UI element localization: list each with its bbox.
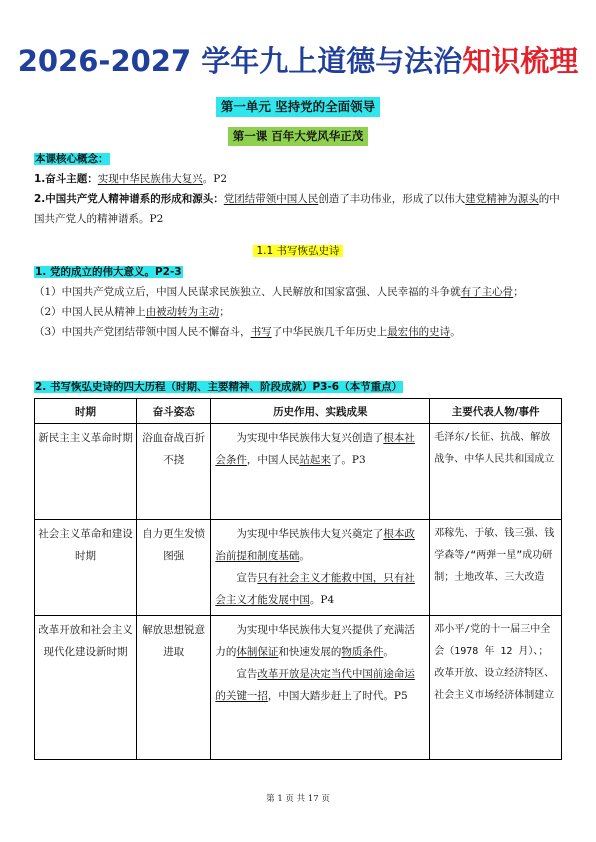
point-2-heading: 2. 书写恢弘史诗的四大历程（时期、主要精神、阶段成就）P3-6（本节重点） <box>35 381 403 393</box>
unit-heading <box>0 96 596 117</box>
section-heading-1-1 <box>0 242 596 260</box>
table-cell-attitude: 浴血奋战百折不挠 <box>137 424 211 520</box>
table-cell-attitude: 自力更生发愤图强 <box>137 520 211 616</box>
table-header-attitude: 奋斗姿态 <box>137 399 211 424</box>
table-cell-period: 改革开放和社会主义现代化建设新时期 <box>35 616 137 760</box>
table-cell-role: 为实现中华民族伟大复兴奠定了根本政治前提和制度基础。 宣告只有社会主义才能救中国，只有社会主义才能发展中国。P4 <box>211 520 430 616</box>
table-cell-role: 为实现中华民族伟大复兴提供了充满活力的体制保证和快速发展的物质条件。 宣告改革开放是决定当代中国前途命运的关键一招，中国大踏步赶上了时代。P5 <box>211 616 430 760</box>
table-header-row <box>35 399 562 424</box>
point-1 <box>34 262 562 342</box>
point-1-heading: 1. 党的成立的伟大意义。P2-3 <box>35 266 182 278</box>
table-cell-people: 邓小平/党的十一届三中全会（1978 年 12 月）、；改革开放、设立经济特区、社会主义市场经济体制建立 <box>430 616 562 760</box>
table-cell-period: 新民主主义革命时期 <box>35 424 137 520</box>
table-cell-period: 社会主义革命和建设时期 <box>35 520 137 616</box>
title-subject: 学年九上道德与法治 <box>201 44 463 78</box>
concept-item-2: 2.中国共产党人精神谱系的形成和源头：党团结带领中国人民创造了丰功伟业，形成了以伟大建党精神为源头的中国共产党人的精神谱系。P2 <box>34 193 560 225</box>
unit-heading-text: 第一单元 坚持党的全面领导 <box>216 97 380 117</box>
page-footer: 第 1 页 共 17 页 <box>266 794 330 804</box>
table-cell-people: 邓稼先、于敏、钱三强、钱学森等/“两弹一星”成功研制；土地改革、三大改造 <box>430 520 562 616</box>
page-title <box>0 44 596 78</box>
point-1-line-3: （3）中国共产党团结带领中国人民不懈奋斗，书写了中华民族几千年历史上最宏伟的史诗。 <box>34 326 461 338</box>
table-row <box>35 424 562 520</box>
lesson-heading <box>0 125 596 146</box>
title-year: 2026-2027 <box>17 44 202 78</box>
title-topic: 知识梳理 <box>462 44 579 78</box>
concept-item-1: 1.奋斗主题：实现中华民族伟大复兴。P2 <box>34 173 228 185</box>
point-1-line-1: （1）中国共产党成立后，中国人民谋求民族独立、人民解放和国家富强、人民幸福的斗争就有了主心骨； <box>34 286 524 298</box>
core-concepts <box>34 149 562 229</box>
point-1-line-2: （2）中国人民从精神上由被动转为主动； <box>34 306 230 318</box>
section-heading-1-1-text: 1.1 书写恢弘史诗 <box>253 245 342 257</box>
table-cell-attitude: 解放思想锐意进取 <box>137 616 211 760</box>
table-header-period: 时期 <box>35 399 137 424</box>
point-2 <box>34 377 562 397</box>
table-row <box>35 520 562 616</box>
history-table <box>34 398 562 760</box>
table-cell-role: 为实现中华民族伟大复兴创造了根本社会条件，中国人民站起来了。P3 <box>211 424 430 520</box>
table-header-role: 历史作用、实践成果 <box>211 399 430 424</box>
table-row <box>35 616 562 760</box>
table-cell-people: 毛泽东/长征、抗战、解放战争、中华人民共和国成立 <box>430 424 562 520</box>
core-concepts-heading: 本课核心概念： <box>35 153 109 165</box>
table-header-people: 主要代表人物/事件 <box>430 399 562 424</box>
lesson-heading-text: 第一课 百年大党风华正茂 <box>228 127 369 146</box>
